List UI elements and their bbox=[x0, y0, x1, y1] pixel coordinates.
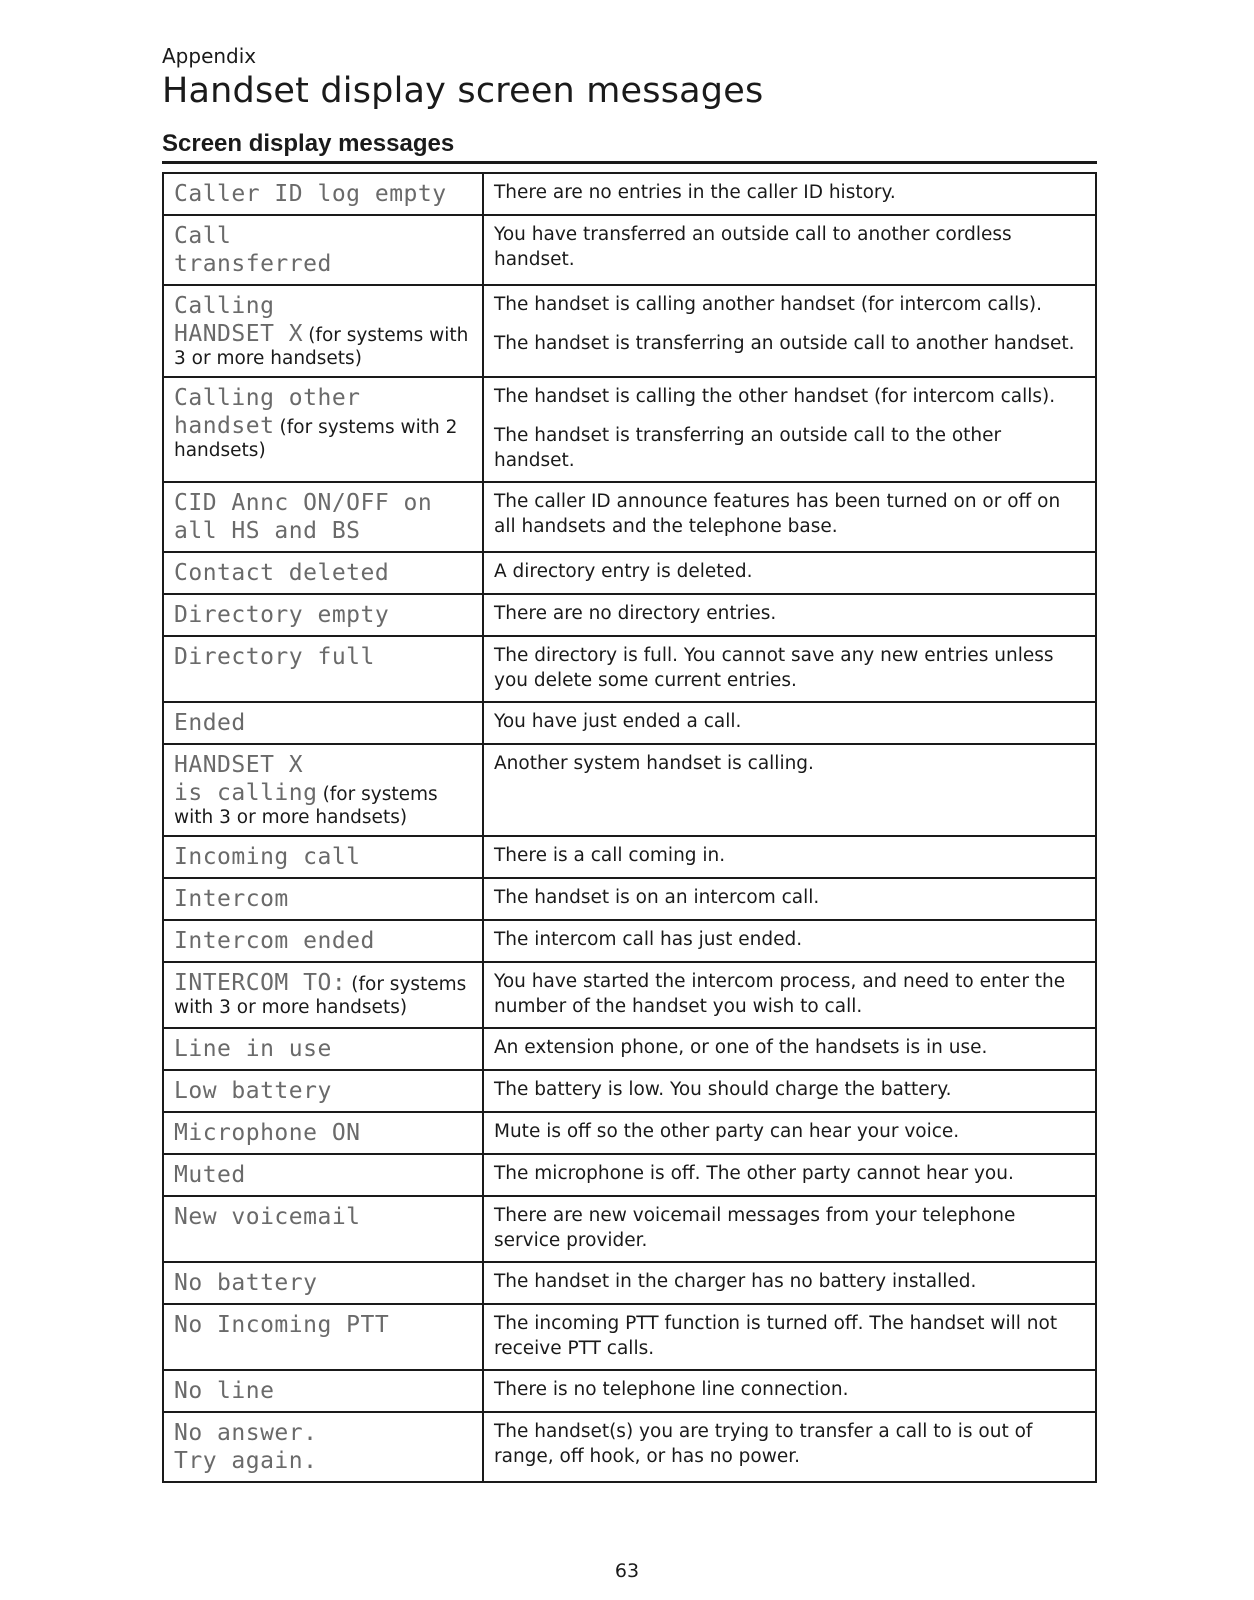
screen-message-cell bbox=[163, 878, 483, 920]
screen-message-text: Intercom bbox=[174, 886, 289, 912]
description-text: Another system handset is calling. bbox=[494, 753, 814, 774]
screen-message-text: HANDSET X is calling bbox=[174, 752, 318, 806]
description-text: The handset in the charger has no battery installed. bbox=[494, 1271, 977, 1292]
screen-message-cell bbox=[163, 1028, 483, 1070]
description-text: There are no entries in the caller ID history. bbox=[494, 182, 896, 203]
screen-message-cell bbox=[163, 920, 483, 962]
description-text: You have started the intercom process, and need to enter the number of the handset you wish to call. bbox=[494, 971, 1066, 1017]
table-row bbox=[163, 482, 1096, 552]
screen-message-cell bbox=[163, 1196, 483, 1262]
description-text: The handset is transferring an outside call to the other handset. bbox=[494, 425, 1002, 471]
description-text: The handset(s) you are trying to transfer a call to is out of range, off hook, or has no power. bbox=[494, 1421, 1033, 1467]
table-row bbox=[163, 1196, 1096, 1262]
description-text: The handset is on an intercom call. bbox=[494, 887, 820, 908]
system-note: (for systems with 3 or more handsets) bbox=[174, 325, 469, 369]
screen-message-cell bbox=[163, 1304, 483, 1370]
screen-message-cell bbox=[163, 482, 483, 552]
description-text: There is a call coming in. bbox=[494, 845, 726, 866]
screen-message-cell bbox=[163, 1370, 483, 1412]
table-row bbox=[163, 377, 1096, 482]
description-cell bbox=[483, 285, 1096, 377]
screen-message-text: Intercom ended bbox=[174, 928, 375, 954]
screen-message-cell bbox=[163, 173, 483, 215]
screen-message-cell bbox=[163, 702, 483, 744]
table-row bbox=[163, 1028, 1096, 1070]
screen-message-text: Line in use bbox=[174, 1036, 332, 1062]
description-cell bbox=[483, 1196, 1096, 1262]
description-text: The directory is full. You cannot save any new entries unless you delete some current entries. bbox=[494, 645, 1054, 691]
description-cell bbox=[483, 920, 1096, 962]
table-row bbox=[163, 173, 1096, 215]
screen-message-text: CID Annc ON/OFF on all HS and BS bbox=[174, 490, 433, 544]
screen-message-text: Low battery bbox=[174, 1078, 332, 1104]
description-cell bbox=[483, 1412, 1096, 1482]
screen-message-text: Directory full bbox=[174, 644, 375, 670]
screen-message-text: No line bbox=[174, 1378, 275, 1404]
description-cell bbox=[483, 636, 1096, 702]
description-cell bbox=[483, 215, 1096, 285]
table-row bbox=[163, 594, 1096, 636]
screen-message-cell bbox=[163, 1412, 483, 1482]
description-cell bbox=[483, 1028, 1096, 1070]
screen-message-cell bbox=[163, 744, 483, 836]
table-row bbox=[163, 962, 1096, 1028]
table-row bbox=[163, 1154, 1096, 1196]
description-cell bbox=[483, 1154, 1096, 1196]
table-row bbox=[163, 836, 1096, 878]
table-row bbox=[163, 1112, 1096, 1154]
description-text: The handset is calling another handset (for intercom calls). bbox=[494, 294, 1042, 315]
description-cell bbox=[483, 836, 1096, 878]
screen-message-cell bbox=[163, 636, 483, 702]
description-text: The intercom call has just ended. bbox=[494, 929, 803, 950]
system-note: (for systems with 3 or more handsets) bbox=[174, 974, 467, 1018]
description-cell bbox=[483, 552, 1096, 594]
table-row bbox=[163, 215, 1096, 285]
screen-message-text: Incoming call bbox=[174, 844, 361, 870]
table-row bbox=[163, 1412, 1096, 1482]
section-subtitle: Screen display messages bbox=[162, 130, 1097, 164]
description-text: The microphone is off. The other party cannot hear you. bbox=[494, 1163, 1014, 1184]
screen-message-cell bbox=[163, 594, 483, 636]
description-text: There are no directory entries. bbox=[494, 603, 777, 624]
messages-table bbox=[162, 172, 1097, 1483]
description-text: A directory entry is deleted. bbox=[494, 561, 753, 582]
table-row bbox=[163, 744, 1096, 836]
description-cell bbox=[483, 962, 1096, 1028]
screen-message-text: Ended bbox=[174, 710, 246, 736]
screen-message-cell bbox=[163, 836, 483, 878]
table-row bbox=[163, 878, 1096, 920]
description-cell bbox=[483, 1370, 1096, 1412]
screen-message-cell bbox=[163, 285, 483, 377]
description-text: The incoming PTT function is turned off. The handset will not receive PTT calls. bbox=[494, 1313, 1058, 1359]
screen-message-text: Call transferred bbox=[174, 223, 332, 277]
description-text: You have just ended a call. bbox=[494, 711, 742, 732]
system-note: (for systems with 3 or more handsets) bbox=[174, 784, 438, 828]
screen-message-text: Calling HANDSET X bbox=[174, 293, 304, 347]
table-row bbox=[163, 1070, 1096, 1112]
description-text: The handset is transferring an outside call to another handset. bbox=[494, 333, 1075, 354]
description-cell bbox=[483, 377, 1096, 482]
description-cell bbox=[483, 1304, 1096, 1370]
description-cell bbox=[483, 1262, 1096, 1304]
table-row bbox=[163, 1370, 1096, 1412]
system-note: (for systems with 2 handsets) bbox=[174, 417, 458, 461]
screen-message-cell bbox=[163, 962, 483, 1028]
messages-table-body bbox=[163, 173, 1096, 1482]
screen-message-cell bbox=[163, 1154, 483, 1196]
table-row bbox=[163, 285, 1096, 377]
screen-message-text: No Incoming PTT bbox=[174, 1312, 390, 1338]
description-cell bbox=[483, 702, 1096, 744]
description-text: There are new voicemail messages from your telephone service provider. bbox=[494, 1205, 1016, 1251]
screen-message-text: Calling other handset bbox=[174, 385, 361, 439]
description-text: The handset is calling the other handset (for intercom calls). bbox=[494, 386, 1056, 407]
table-row bbox=[163, 702, 1096, 744]
screen-message-cell bbox=[163, 552, 483, 594]
description-text: There is no telephone line connection. bbox=[494, 1379, 849, 1400]
screen-message-text: New voicemail bbox=[174, 1204, 361, 1230]
screen-message-text: Caller ID log empty bbox=[174, 181, 447, 207]
screen-message-text: Directory empty bbox=[174, 602, 390, 628]
description-text: The caller ID announce features has been turned on or off on all handsets and the telephone base. bbox=[494, 491, 1061, 537]
page-number: 63 bbox=[614, 1560, 640, 1582]
description-cell bbox=[483, 878, 1096, 920]
screen-message-text: No battery bbox=[174, 1270, 318, 1296]
screen-message-text: Microphone ON bbox=[174, 1120, 361, 1146]
table-row bbox=[163, 1304, 1096, 1370]
description-text: An extension phone, or one of the handsets is in use. bbox=[494, 1037, 988, 1058]
description-cell bbox=[483, 482, 1096, 552]
table-row bbox=[163, 920, 1096, 962]
screen-message-text: Contact deleted bbox=[174, 560, 390, 586]
table-row bbox=[163, 552, 1096, 594]
description-cell bbox=[483, 744, 1096, 836]
page-title: Handset display screen messages bbox=[162, 71, 764, 111]
screen-message-text: INTERCOM TO: bbox=[174, 970, 347, 996]
description-text: Mute is off so the other party can hear your voice. bbox=[494, 1121, 960, 1142]
section-label: Appendix bbox=[162, 44, 257, 68]
description-text: The battery is low. You should charge the battery. bbox=[494, 1079, 952, 1100]
description-text: You have transferred an outside call to another cordless handset. bbox=[494, 224, 1012, 270]
screen-message-cell bbox=[163, 377, 483, 482]
page-content bbox=[162, 44, 1097, 1483]
description-cell bbox=[483, 1112, 1096, 1154]
description-cell bbox=[483, 173, 1096, 215]
description-cell bbox=[483, 1070, 1096, 1112]
screen-message-text: No answer. Try again. bbox=[174, 1420, 318, 1474]
screen-message-cell bbox=[163, 1112, 483, 1154]
table-row bbox=[163, 1262, 1096, 1304]
screen-message-cell bbox=[163, 1070, 483, 1112]
description-cell bbox=[483, 594, 1096, 636]
screen-message-cell bbox=[163, 215, 483, 285]
table-row bbox=[163, 636, 1096, 702]
screen-message-text: Muted bbox=[174, 1162, 246, 1188]
screen-message-cell bbox=[163, 1262, 483, 1304]
